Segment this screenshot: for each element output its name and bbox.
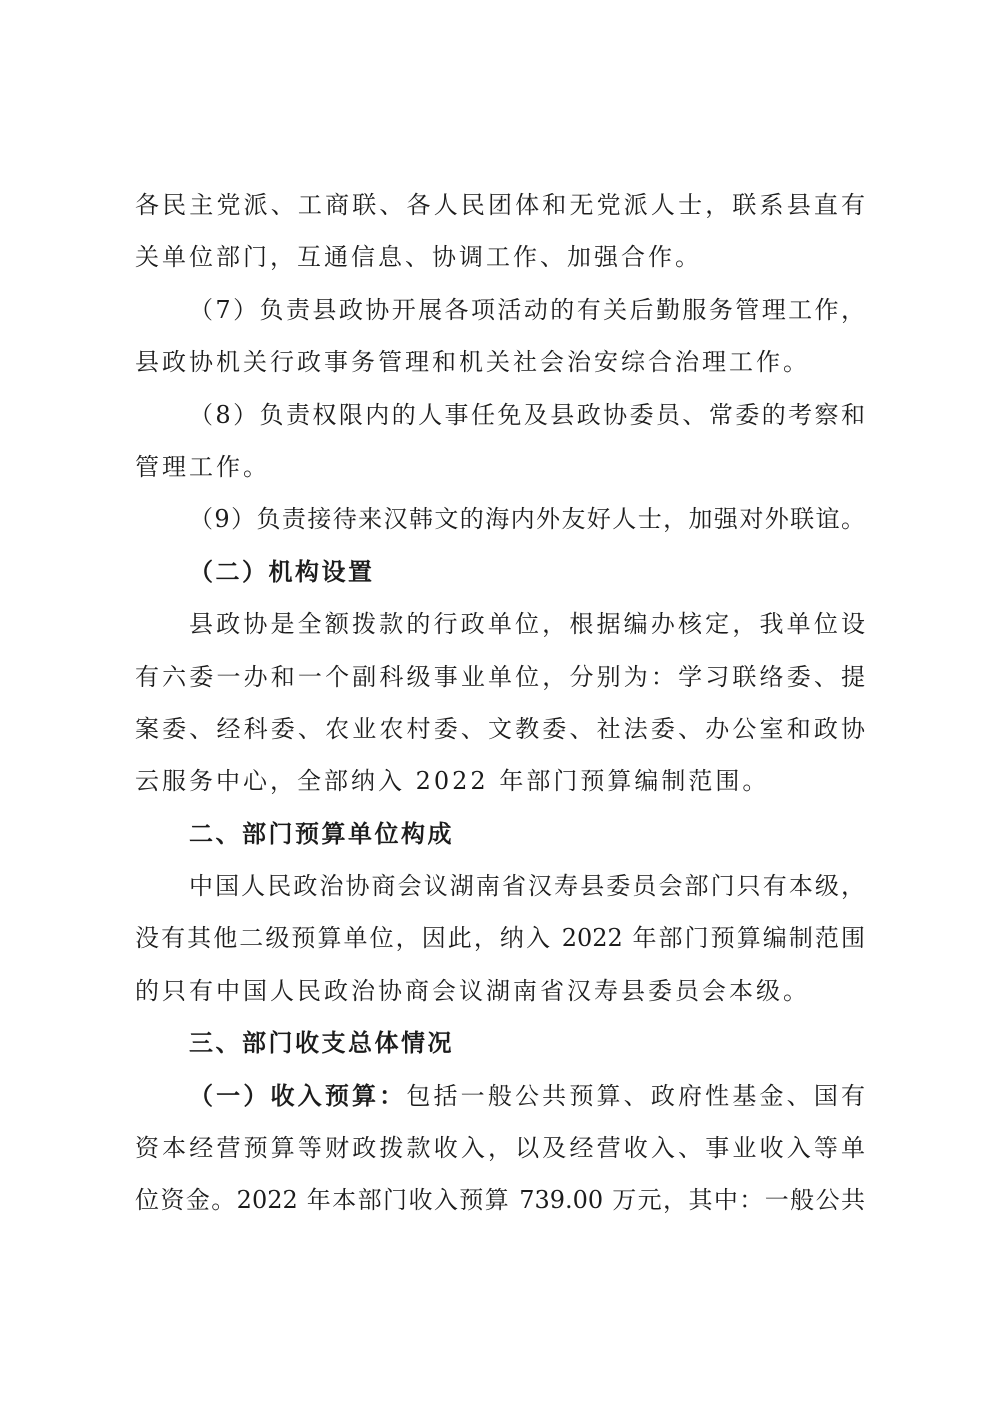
income-paragraph-first-line (135, 1070, 865, 1122)
text-line: 中国人民政治协商会议湖南省汉寿县委员会部门只有本级， (189, 872, 865, 901)
text-line: 云服务中心，全部纳入 2022 年部门预算编制范围。 (135, 767, 770, 796)
text-line: 县政协机关行政事务管理和机关社会治安综合治理工作。 (135, 348, 810, 377)
text-line: 管理工作。 (135, 452, 270, 481)
text-line: 县政协是全额拨款的行政单位，根据编办核定，我单位设 (189, 610, 865, 639)
income-label: （一）收入预算： (189, 1081, 407, 1110)
text-line: 的只有中国人民政治协商会议湖南省汉寿县委员会本级。 (135, 976, 810, 1005)
text-line: 资本经营预算等财政拨款收入，以及经营收入、事业收入等单 (135, 1134, 865, 1163)
list-item-7: （7）负责县政协开展各项活动的有关后勤服务管理工作， (189, 295, 865, 324)
text-line: 有六委一办和一个副科级事业单位，分别为：学习联络委、提 (135, 662, 865, 691)
section-heading-org: （二）机构设置 (189, 557, 375, 586)
list-item-8: （8）负责权限内的人事任免及县政协委员、常委的考察和 (189, 400, 865, 429)
section-heading-units: 二、部门预算单位构成 (189, 819, 454, 848)
document-body (135, 179, 865, 1227)
section-heading-overview: 三、部门收支总体情况 (189, 1029, 454, 1058)
text-line: 案委、经科委、农业农村委、文教委、社法委、办公室和政协 (135, 714, 865, 743)
text-line: 没有其他二级预算单位，因此，纳入 2022 年部门预算编制范围 (135, 924, 865, 953)
text-line: 各民主党派、工商联、各人民团体和无党派人士，联系县直有 (135, 191, 865, 219)
list-item-9: （9）负责接待来汉韩文的海内外友好人士，加强对外联谊。 (189, 505, 865, 534)
text-line: 位资金。2022 年本部门收入预算 739.00 万元，其中：一般公共 (135, 1186, 865, 1215)
text-span: 包括一般公共预算、政府性基金、国有 (406, 1081, 865, 1110)
text-line: 关单位部门，互通信息、协调工作、加强合作。 (135, 243, 702, 272)
